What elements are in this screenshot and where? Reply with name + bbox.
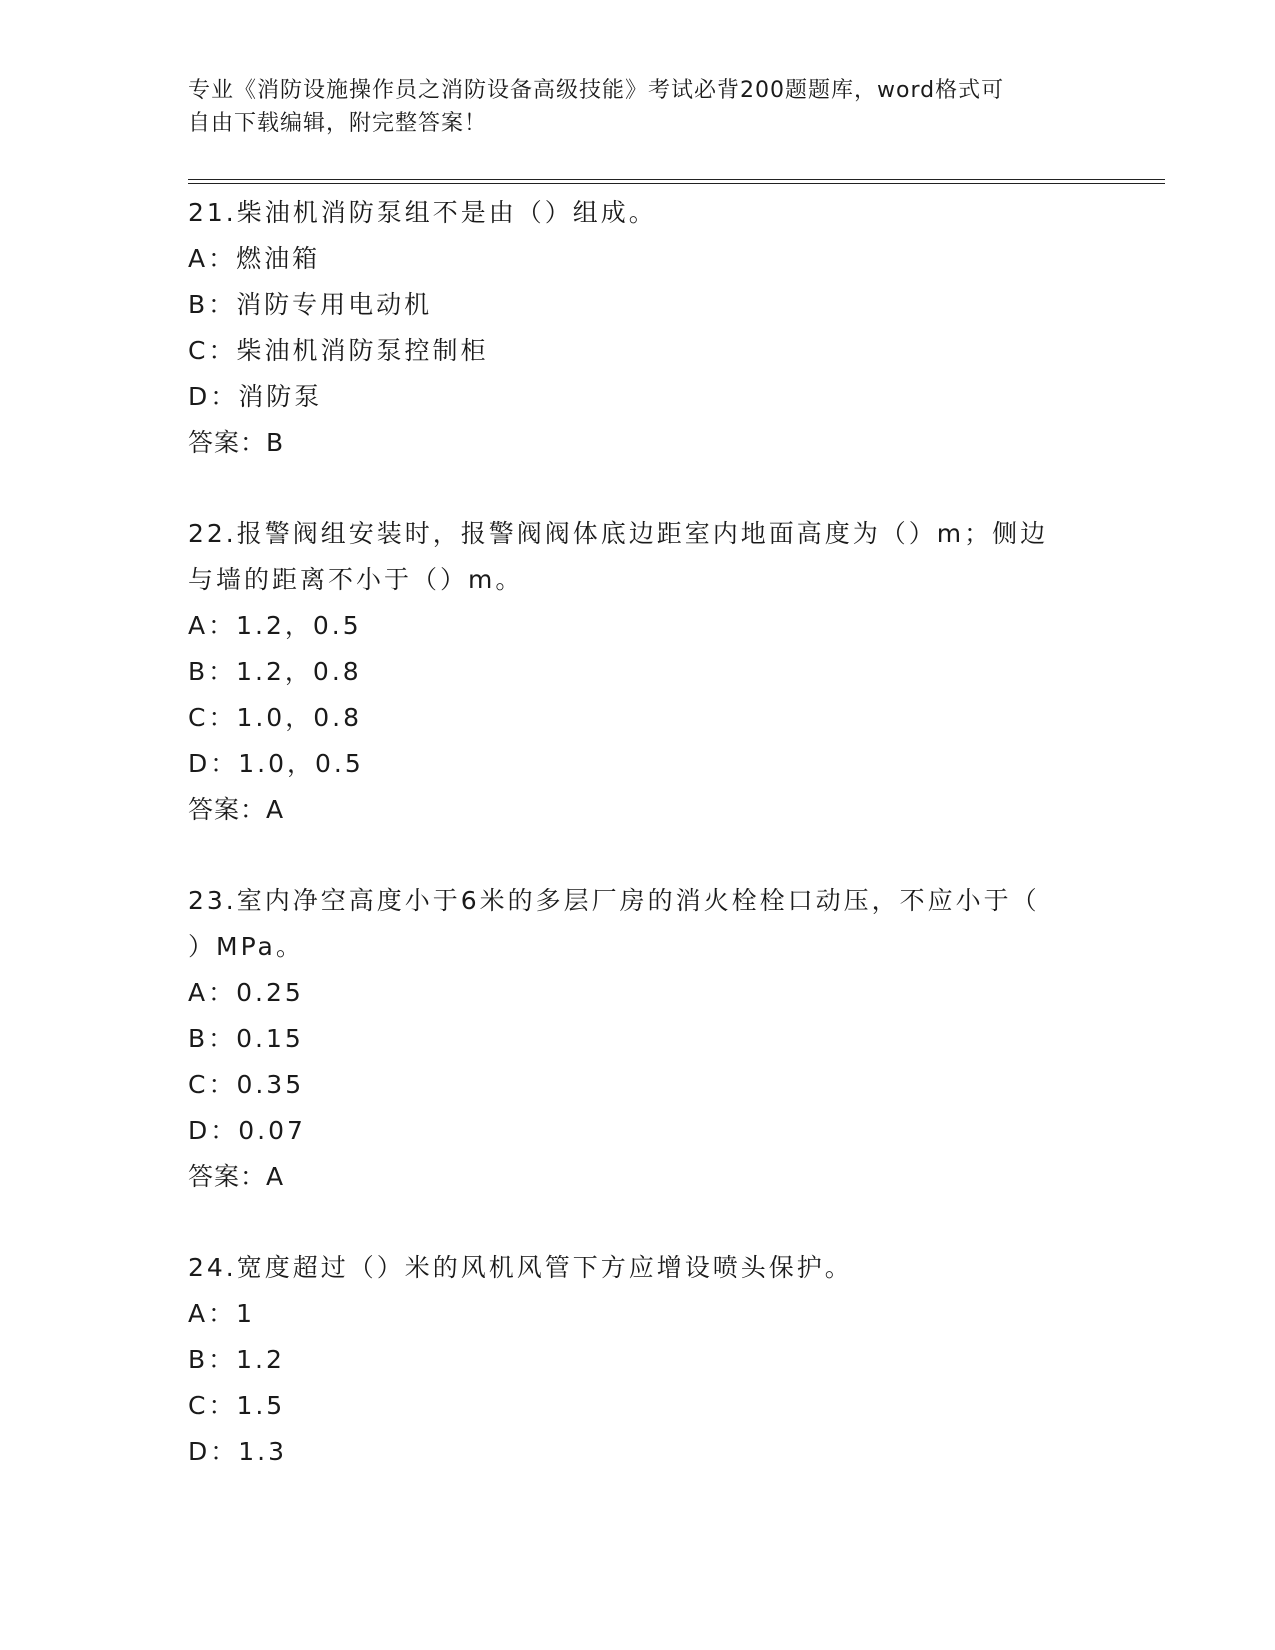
- question-stem-continued: 与墙的距离不小于（）m。: [188, 565, 524, 594]
- question-stem: 21.柴油机消防泵组不是由（）组成。: [188, 198, 657, 227]
- question-list: [188, 190, 1088, 1475]
- answer: 答案：A: [188, 1162, 285, 1191]
- answer: 答案：B: [188, 428, 285, 457]
- option-a: A：1: [188, 1299, 256, 1328]
- question-24: [188, 1245, 1088, 1475]
- question-22: [188, 511, 1088, 833]
- option-c: C：1.0，0.8: [188, 703, 362, 732]
- header-line-2: 自由下载编辑，附完整答案！: [188, 111, 488, 136]
- option-b: B：1.2，0.8: [188, 657, 362, 686]
- option-b: B：1.2: [188, 1345, 285, 1374]
- option-c: C：柴油机消防泵控制柜: [188, 336, 489, 365]
- header-divider-top: [188, 179, 1165, 180]
- question-23: [188, 878, 1088, 1200]
- question-stem: 23.室内净空高度小于6米的多层厂房的消火栓栓口动压，不应小于（: [188, 886, 1040, 915]
- question-stem: 24.宽度超过（）米的风机风管下方应增设喷头保护。: [188, 1253, 853, 1282]
- document-header: [188, 74, 1088, 140]
- option-d: D：1.3: [188, 1437, 288, 1466]
- header-divider-bottom: [188, 183, 1165, 184]
- option-b: B：消防专用电动机: [188, 290, 433, 319]
- option-a: A：0.25: [188, 978, 304, 1007]
- question-21: [188, 190, 1088, 466]
- question-stem: 22.报警阀组安装时，报警阀阀体底边距室内地面高度为（）m；侧边: [188, 519, 1049, 548]
- option-c: C：1.5: [188, 1391, 286, 1420]
- option-d: D：1.0，0.5: [188, 749, 364, 778]
- option-a: A：燃油箱: [188, 244, 321, 273]
- option-c: C：0.35: [188, 1070, 305, 1099]
- header-line-1: 专业《消防设施操作员之消防设备高级技能》考试必背200题题库，word格式可: [188, 78, 1005, 103]
- answer: 答案：A: [188, 795, 285, 824]
- option-d: D：消防泵: [188, 382, 323, 411]
- option-a: A：1.2，0.5: [188, 611, 362, 640]
- question-stem-continued: ）MPa。: [188, 932, 304, 961]
- option-b: B：0.15: [188, 1024, 304, 1053]
- option-d: D：0.07: [188, 1116, 306, 1145]
